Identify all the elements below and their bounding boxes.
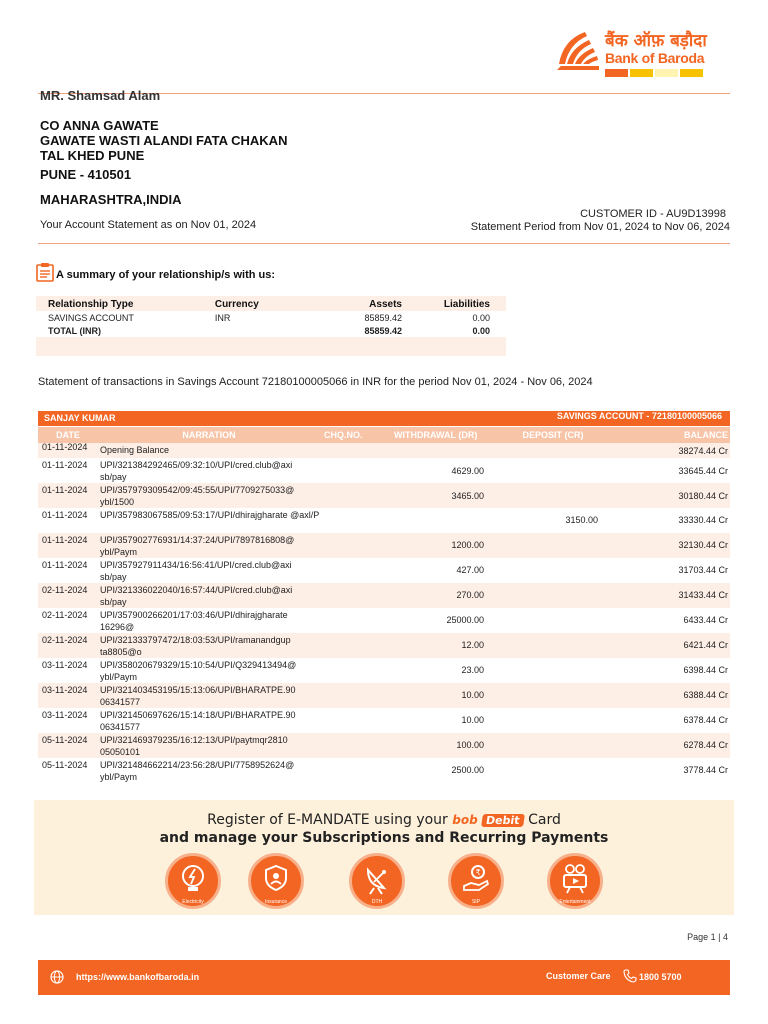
txn-withdrawal: 3465.00 bbox=[384, 483, 490, 508]
customer-id: CUSTOMER ID - AU9D13998 bbox=[580, 208, 726, 220]
table-row bbox=[38, 533, 730, 558]
customer-name: MR. Shamsad Alam bbox=[40, 88, 161, 103]
banner-line-2: and manage your Subscriptions and Recurring Payments bbox=[159, 830, 609, 846]
emandate-banner[interactable] bbox=[34, 800, 734, 915]
txn-balance: 6433.44 Cr bbox=[616, 608, 730, 633]
service-label: Insurance bbox=[265, 899, 287, 905]
summary-total-label: TOTAL (INR) bbox=[36, 324, 215, 337]
summary-table bbox=[36, 296, 506, 356]
summary-header-assets: Assets bbox=[369, 298, 402, 310]
service-dth bbox=[349, 853, 405, 909]
table-row bbox=[38, 558, 730, 583]
txn-withdrawal bbox=[384, 508, 490, 533]
txn-withdrawal: 270.00 bbox=[384, 583, 490, 608]
address-line: CO ANNA GAWATE bbox=[40, 118, 159, 133]
txn-deposit bbox=[490, 683, 616, 708]
txn-cheque bbox=[320, 683, 384, 708]
table-row bbox=[38, 658, 730, 683]
txn-narration: UPI/321469379235/16:12:13/UPI/paytmqr2810 05050101 bbox=[98, 733, 320, 758]
txn-narration: UPI/321450697626/15:14:18/UPI/BHARATPE.90 06341577 bbox=[98, 708, 320, 733]
summary-currency: INR bbox=[215, 311, 298, 324]
txn-date: 05-11-2024 bbox=[38, 758, 98, 783]
txn-balance: 6388.44 Cr bbox=[616, 683, 730, 708]
service-insurance bbox=[248, 853, 304, 909]
txn-deposit bbox=[490, 758, 616, 783]
txn-date: 01-11-2024 bbox=[38, 443, 98, 458]
header-deposit: DEPOSIT (CR) bbox=[490, 427, 616, 443]
txn-date: 05-11-2024 bbox=[38, 733, 98, 758]
txn-deposit bbox=[490, 583, 616, 608]
txn-narration: UPI/357983067585/09:53:17/UPI/dhirajgharate @axl/P bbox=[98, 508, 320, 533]
table-row bbox=[38, 443, 730, 458]
summary-header-liabilities: Liabilities bbox=[443, 298, 490, 310]
summary-row bbox=[36, 311, 506, 324]
txn-narration: UPI/357900266201/17:03:46/UPI/dhirajgharate 16296@ bbox=[98, 608, 320, 633]
txn-narration: UPI/357927911434/16:56:41/UPI/cred.club@axi sb/pay bbox=[98, 558, 320, 583]
summary-header-currency: Currency bbox=[214, 298, 259, 310]
txn-deposit bbox=[490, 558, 616, 583]
txn-withdrawal: 2500.00 bbox=[384, 758, 490, 783]
txn-withdrawal bbox=[384, 443, 490, 458]
txn-date: 02-11-2024 bbox=[38, 633, 98, 658]
service-label: SIP bbox=[471, 899, 481, 905]
txn-narration: UPI/321336022040/16:57:44/UPI/cred.club@axi sb/pay bbox=[98, 583, 320, 608]
service-electricity bbox=[165, 853, 221, 909]
txn-withdrawal: 10.00 bbox=[384, 683, 490, 708]
summary-liabilities: 0.00 bbox=[402, 311, 506, 324]
footer-bar bbox=[38, 960, 730, 995]
txn-narration: Opening Balance bbox=[98, 443, 320, 458]
txn-date: 03-11-2024 bbox=[38, 683, 98, 708]
txn-narration: UPI/321484662214/23:56:28/UPI/7758952624@ ybl/Paym bbox=[98, 758, 320, 783]
service-label: Entertainment bbox=[559, 899, 591, 905]
table-row bbox=[38, 683, 730, 708]
summary-assets: 85859.42 bbox=[298, 311, 402, 324]
globe-icon bbox=[50, 970, 64, 984]
summary-title: A summary of your relationship/s with us: bbox=[56, 269, 276, 281]
insurance-icon bbox=[261, 862, 291, 896]
phone-icon bbox=[623, 969, 637, 983]
txn-deposit bbox=[490, 533, 616, 558]
lightbulb-icon bbox=[178, 862, 208, 896]
txn-withdrawal: 1200.00 bbox=[384, 533, 490, 558]
txn-date: 03-11-2024 bbox=[38, 708, 98, 733]
txn-deposit bbox=[490, 443, 616, 458]
txn-deposit bbox=[490, 658, 616, 683]
txn-withdrawal: 100.00 bbox=[384, 733, 490, 758]
statement-period: Statement Period from Nov 01, 2024 to Nov 06, 2024 bbox=[470, 221, 730, 233]
txn-cheque bbox=[320, 583, 384, 608]
header-cheque: CHQ.NO. bbox=[320, 427, 384, 443]
baroda-sun-logo-icon bbox=[555, 26, 601, 72]
txn-cheque bbox=[320, 443, 384, 458]
txn-narration: UPI/321384292465/09:32:10/UPI/cred.club@axi sb/pay bbox=[98, 458, 320, 483]
header-withdrawal: WITHDRAWAL (DR) bbox=[384, 427, 490, 443]
txn-balance: 38274.44 Cr bbox=[616, 443, 730, 458]
txn-date: 01-11-2024 bbox=[38, 558, 98, 583]
txn-date: 01-11-2024 bbox=[38, 458, 98, 483]
txn-balance: 3778.44 Cr bbox=[616, 758, 730, 783]
txn-date: 01-11-2024 bbox=[38, 483, 98, 508]
txn-balance: 6398.44 Cr bbox=[616, 658, 730, 683]
service-label: DTH bbox=[371, 899, 383, 905]
txn-deposit bbox=[490, 483, 616, 508]
txn-withdrawal: 10.00 bbox=[384, 708, 490, 733]
table-row bbox=[38, 508, 730, 533]
account-holder: SANJAY KUMAR bbox=[44, 413, 116, 423]
bank-logo bbox=[555, 26, 715, 82]
satellite-dish-icon bbox=[362, 862, 392, 896]
address-line: GAWATE WASTI ALANDI FATA CHAKAN bbox=[40, 133, 288, 148]
page-number: Page 1 | 4 bbox=[687, 932, 728, 942]
txn-cheque bbox=[320, 658, 384, 683]
txn-withdrawal: 4629.00 bbox=[384, 458, 490, 483]
txn-date: 03-11-2024 bbox=[38, 658, 98, 683]
summary-total-row bbox=[36, 324, 506, 337]
txn-withdrawal: 427.00 bbox=[384, 558, 490, 583]
bank-name-hindi: बैंक ऑफ़ बड़ौदा bbox=[605, 31, 707, 51]
txn-narration: UPI/358020679329/15:10:54/UPI/Q329413494@ ybl/Paym bbox=[98, 658, 320, 683]
debit-tag: Debit bbox=[481, 814, 524, 827]
service-sip bbox=[448, 853, 504, 909]
txn-date: 01-11-2024 bbox=[38, 533, 98, 558]
table-row bbox=[38, 483, 730, 508]
txn-deposit bbox=[490, 733, 616, 758]
statement-date: Your Account Statement as on Nov 01, 2024 bbox=[40, 219, 257, 231]
txn-cheque bbox=[320, 558, 384, 583]
account-bar bbox=[38, 411, 730, 426]
investment-hand-icon bbox=[461, 862, 491, 896]
transactions-table bbox=[38, 427, 730, 783]
header-balance: BALANCE bbox=[616, 427, 730, 443]
txn-balance: 33645.44 Cr bbox=[616, 458, 730, 483]
header-date: DATE bbox=[38, 427, 98, 443]
txn-balance: 6278.44 Cr bbox=[616, 733, 730, 758]
bank-website-link[interactable]: https://www.bankofbaroda.in bbox=[76, 972, 200, 982]
service-label: Electricity bbox=[182, 899, 204, 905]
txn-deposit bbox=[490, 708, 616, 733]
section-divider bbox=[38, 243, 730, 244]
header-narration: NARRATION bbox=[98, 427, 320, 443]
txn-balance: 31703.44 Cr bbox=[616, 558, 730, 583]
clipboard-icon bbox=[36, 262, 54, 282]
txn-balance: 6421.44 Cr bbox=[616, 633, 730, 658]
txn-balance: 6378.44 Cr bbox=[616, 708, 730, 733]
txn-narration: UPI/321403453195/15:13:06/UPI/BHARATPE.90 06341577 bbox=[98, 683, 320, 708]
table-row bbox=[38, 733, 730, 758]
txn-balance: 31433.44 Cr bbox=[616, 583, 730, 608]
summary-total-liabilities: 0.00 bbox=[402, 324, 506, 337]
bank-name-english: Bank of Baroda bbox=[605, 50, 705, 66]
txn-cheque bbox=[320, 533, 384, 558]
customer-care-label: Customer Care bbox=[546, 971, 611, 981]
address-pin: PUNE - 410501 bbox=[40, 167, 132, 182]
txn-cheque bbox=[320, 733, 384, 758]
table-row bbox=[38, 583, 730, 608]
txn-date: 02-11-2024 bbox=[38, 583, 98, 608]
txn-cheque bbox=[320, 483, 384, 508]
txn-narration: UPI/357979309542/09:45:55/UPI/7709275033@ ybl/1500 bbox=[98, 483, 320, 508]
table-row bbox=[38, 708, 730, 733]
bob-world-logo: bob bbox=[452, 813, 478, 827]
customer-care-number[interactable]: 1800 5700 bbox=[639, 972, 682, 982]
txn-cheque bbox=[320, 608, 384, 633]
transactions-header-row bbox=[38, 427, 730, 443]
txn-date: 02-11-2024 bbox=[38, 608, 98, 633]
projector-icon bbox=[560, 862, 590, 896]
address-state: MAHARASHTRA,INDIA bbox=[40, 192, 182, 207]
service-entertainment bbox=[547, 853, 603, 909]
customer-address bbox=[40, 118, 287, 163]
table-row bbox=[38, 758, 730, 783]
address-line: TAL KHED PUNE bbox=[40, 148, 145, 163]
summary-type: SAVINGS ACCOUNT bbox=[36, 311, 215, 324]
txn-cheque bbox=[320, 458, 384, 483]
txn-narration: UPI/321333797472/18:03:53/UPI/ramanandgup ta8805@o bbox=[98, 633, 320, 658]
table-row bbox=[38, 608, 730, 633]
txn-withdrawal: 25000.00 bbox=[384, 608, 490, 633]
txn-withdrawal: 23.00 bbox=[384, 658, 490, 683]
banner-line-1: Register of E-MANDATE using your bob Debit Card bbox=[207, 812, 561, 828]
txn-cheque bbox=[320, 508, 384, 533]
txn-deposit bbox=[490, 458, 616, 483]
logo-color-strip bbox=[605, 69, 705, 77]
txn-date: 01-11-2024 bbox=[38, 508, 98, 533]
transactions-caption: Statement of transactions in Savings Account 72180100005066 in INR for the period Nov 01, 2024 - Nov 06, 2024 bbox=[38, 376, 593, 388]
txn-deposit bbox=[490, 633, 616, 658]
summary-header-type: Relationship Type bbox=[48, 298, 134, 310]
table-row bbox=[38, 633, 730, 658]
txn-deposit: 3150.00 bbox=[490, 508, 616, 533]
txn-balance: 30180.44 Cr bbox=[616, 483, 730, 508]
txn-balance: 33330.44 Cr bbox=[616, 508, 730, 533]
txn-withdrawal: 12.00 bbox=[384, 633, 490, 658]
svg-text:₹: ₹ bbox=[475, 868, 481, 877]
account-number-label: SAVINGS ACCOUNT - 72180100005066 bbox=[556, 411, 722, 421]
txn-balance: 32130.44 Cr bbox=[616, 533, 730, 558]
summary-total-assets: 85859.42 bbox=[298, 324, 402, 337]
txn-deposit bbox=[490, 608, 616, 633]
summary-header-row bbox=[36, 296, 506, 311]
table-row bbox=[38, 458, 730, 483]
txn-narration: UPI/357902776931/14:37:24/UPI/7897816808@ ybl/Paym bbox=[98, 533, 320, 558]
txn-cheque bbox=[320, 758, 384, 783]
txn-cheque bbox=[320, 708, 384, 733]
txn-cheque bbox=[320, 633, 384, 658]
